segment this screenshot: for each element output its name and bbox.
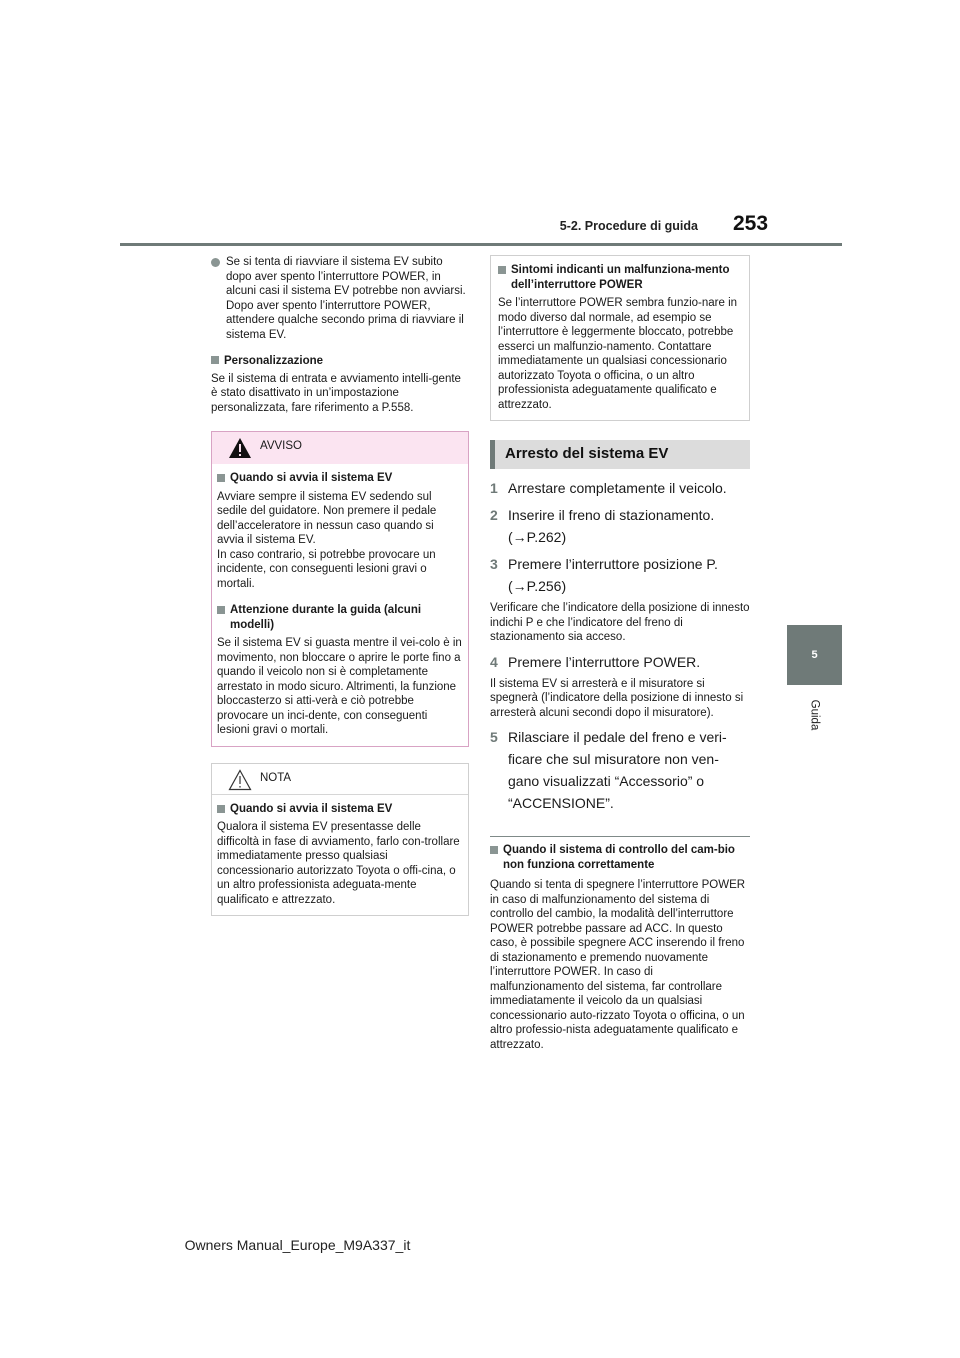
step-text: Premere l’interruttore posizione P.: [508, 556, 718, 572]
caution-icon: [228, 769, 252, 791]
avviso-section-title: Quando si avvia il sistema EV: [230, 472, 393, 484]
chapter-number: 5: [811, 649, 818, 661]
nota-box: [211, 763, 469, 917]
page-number: 253: [733, 212, 769, 235]
avviso-label: AVVISO: [260, 440, 302, 452]
step-item: [490, 553, 750, 597]
step-note: Verificare che l’indicatore della posizione di innesto indichi P e che l’indicatore del freno di stazionamento sia acceso.: [490, 602, 750, 643]
step-text: Inserire il freno di stazionamento.: [508, 507, 715, 523]
step-number: 2: [490, 507, 498, 523]
step-number: 5: [490, 729, 498, 745]
avviso-header: [212, 432, 468, 464]
chapter-tab[interactable]: [787, 625, 842, 685]
nota-text: Qualora il sistema EV presentasse delle difficoltà in fase di avviamento, farlo con-trollare immediatamente presso qualsiasi concessionario autorizzato Toyota o offi-cina, o un altro professionista adeguata-mente qualificato e attrezzato.: [217, 821, 460, 906]
square-bullet-icon: [217, 606, 225, 614]
step-page-ref[interactable]: (→P.256): [508, 578, 567, 594]
right-column: [490, 255, 750, 1052]
cambio-block: [490, 843, 750, 1052]
left-column: [211, 255, 469, 916]
header-rule: [120, 243, 842, 246]
step-text: Rilasciare il pedale del freno e veri-ficare che sul misuratore non ven-gano visualizzati “Accessorio” o “ACCENSIONE”.: [508, 729, 727, 811]
avviso-section-text: Avviare sempre il sistema EV sedendo sul sedile del guidatore. Non premere il pedale dell’acceleratore in nessun caso quando si avvia il sistema EV.: [217, 490, 437, 546]
avviso-section-text: Se il sistema EV si guasta mentre il vei-colo è in movimento, non bloccare o aprire le porte fino a quando il veicolo non si è completamente arrestato in modo sicuro. Altrimenti, la funzione bloccasterzo si atti-verà e ciò potrebbe provocare un inci-dente, con conseguenti lesioni gravi o mortali.: [217, 637, 462, 736]
sintomi-text: Se l’interruttore POWER sembra funzio-nare in modo diverso dal normale, ad esempio se l’interruttore è leggermente bloccato, potrebbe esserci un malfunzio-namento. Contattare immediatamente un qualsiasi concessionario autorizzato Toyota o officina, o un altro professionista adeguatamente qualificato e attrezzato.: [498, 297, 738, 411]
square-bullet-icon: [211, 356, 219, 364]
steps-list: [490, 477, 750, 814]
bullet-dot-icon: [211, 258, 220, 267]
personalizzazione-text: Se il sistema di entrata e avviamento intelli-gente è stato disattivato in un’impostazione personalizzata, fare riferimento a P.558.: [211, 372, 461, 414]
step-item: [490, 651, 750, 673]
step-page-ref[interactable]: (→P.262): [508, 529, 567, 545]
avviso-box: [211, 431, 469, 747]
step-item: [490, 477, 750, 499]
warning-icon: [228, 437, 252, 459]
step-item: [490, 726, 750, 814]
step-number: 1: [490, 480, 498, 496]
section-header: 5-2. Procedure di guida: [559, 219, 698, 233]
avviso-section-text-2: In caso contrario, si potrebbe provocare un incidente, con conseguenti lesioni gravi o mortali.: [217, 548, 436, 590]
personalizzazione-title: Personalizzazione: [224, 355, 324, 367]
nota-body: [212, 795, 468, 916]
step-text: Arrestare completamente il veicolo.: [508, 480, 727, 496]
nota-title: Quando si avvia il sistema EV: [230, 802, 393, 815]
divider: [490, 836, 750, 837]
step-item: [490, 504, 750, 548]
step-note: Il sistema EV si arresterà e il misuratore si spegnerà (l’indicatore della posizione di innesto si arresterà alcuni secondi dopo il misuratore).: [490, 677, 744, 719]
step-text: Premere l’interruttore POWER.: [508, 653, 701, 670]
personalizzazione-block: [211, 354, 469, 415]
section-title: Arresto del sistema EV: [490, 440, 750, 469]
square-bullet-icon: [490, 846, 498, 854]
step-number: 3: [490, 556, 498, 572]
chapter-label: Guida: [808, 699, 821, 731]
step-number: 4: [490, 653, 498, 670]
cambio-title: Quando il sistema di controllo del cam-bio non funziona correttamente: [503, 844, 735, 871]
square-bullet-icon: [217, 474, 225, 482]
square-bullet-icon: [217, 805, 225, 813]
avviso-section-title: Attenzione durante la guida (alcuni modelli): [230, 604, 422, 631]
avviso-body: [212, 464, 468, 746]
footer-doc-id: Owners Manual_Europe_M9A337_it: [184, 1237, 411, 1253]
cambio-text: Quando si tenta di spegnere l’interruttore POWER in caso di malfunzionamento del sistema di controllo del cambio, la modalità dell’interruttore POWER potrebbe passare ad ACC. In questo caso, è possibile spegnere ACC inserendo il freno di stazionamento e premendo nuovamente l’interruttore POWER. In caso di malfunzionamento del sistema, far controllare immediatamente il veicolo da un qualsiasi concessionario auto-rizzato Toyota o officina, o un altro professio-nista adeguatamente qualificato e attrezzato.: [490, 879, 746, 1051]
bullet-item: [211, 255, 469, 342]
sintomi-box: [490, 255, 750, 421]
square-bullet-icon: [498, 266, 506, 274]
sintomi-title: Sintomi indicanti un malfunziona-mento dell’interruttore POWER: [511, 264, 730, 291]
nota-header: [212, 764, 468, 795]
nota-label: NOTA: [260, 771, 292, 784]
bullet-text: Se si tenta di riavviare il sistema EV subito dopo aver spento l’interruttore POWER, in alcuni casi il sistema EV potrebbe non avviarsi. Dopo aver spento l’interruttore POWER, attendere qualche secondo prima di riavviare il sistema EV.: [226, 256, 466, 341]
